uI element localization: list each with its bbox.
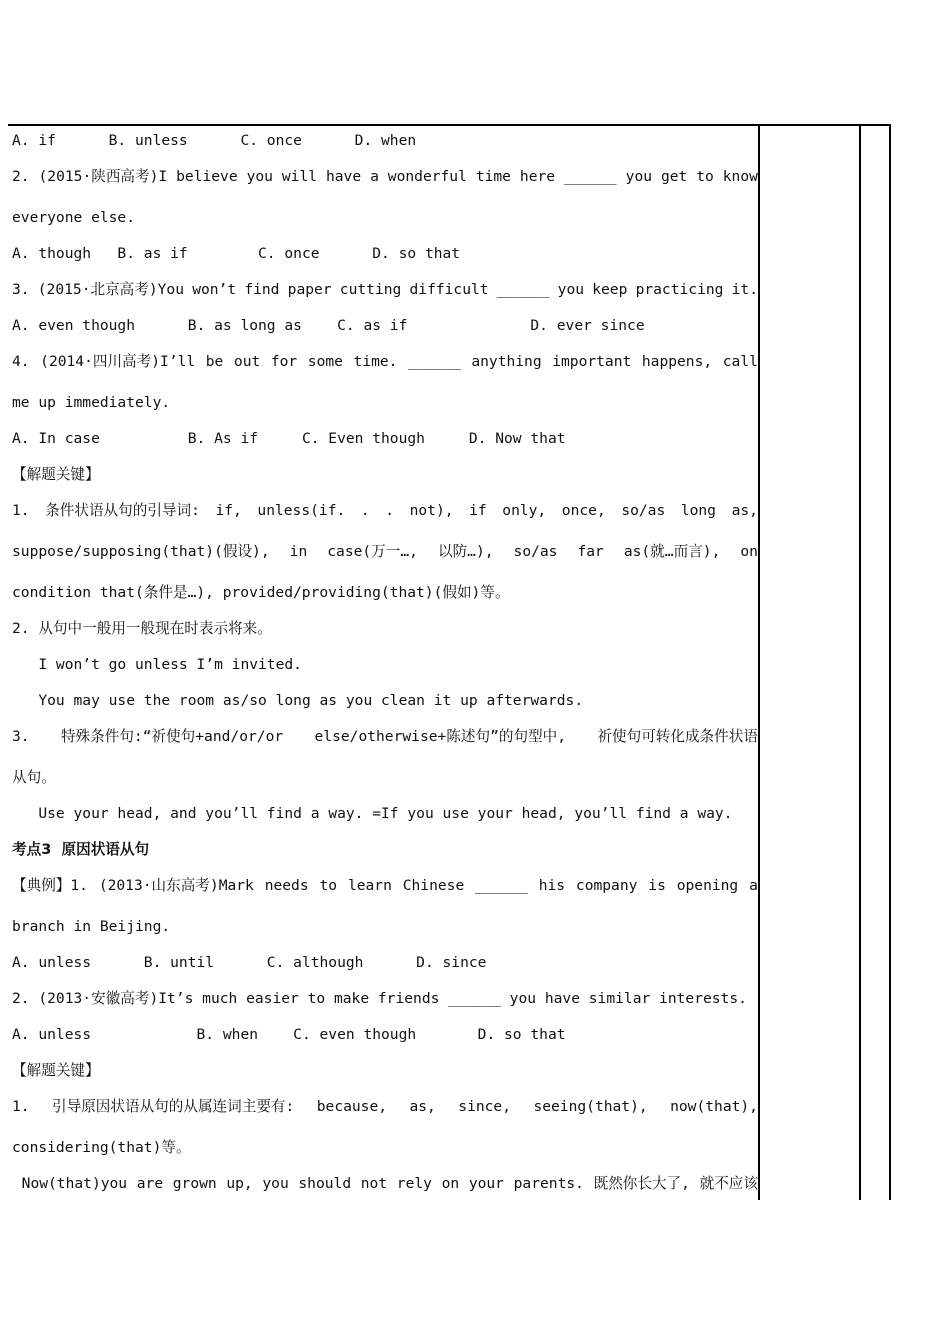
text-line: Now(that)you are grown up, you should not rely on your parents. 既然你长大了, 就不应该 (21, 1175, 758, 1192)
text-line: 从句。 (12, 769, 56, 786)
text-line: 3. (2015·北京高考)You won’t find paper cutting difficult ______ you keep practicing it. (12, 281, 758, 298)
text-line: 2. (2013·安徽高考)It’s much easier to make friends ______ you have similar interests. (12, 990, 747, 1007)
text-line: A. In case B. As if C. Even though D. Now that (12, 430, 566, 447)
text-line: A. unless B. when C. even though D. so that (12, 1026, 566, 1043)
text-line: everyone else. (12, 209, 136, 226)
text-line: suppose/supposing(that)(假设), in case(万一…, 以防…), so/as far as(就…而言), on (12, 543, 758, 560)
text-line: You may use the room as/so long as you clean it up afterwards. (12, 692, 584, 709)
column-divider-2 (859, 124, 861, 1200)
text-line: 1. 条件状语从句的引导词: if, unless(if. . . not), if only, once, so/as long as, (12, 502, 758, 519)
text-line: Use your head, and you’ll find a way. =If you use your head, you’ll find a way. (12, 805, 733, 822)
text-line: considering(that)等。 (12, 1139, 191, 1156)
text-line: branch in Beijing. (12, 918, 171, 935)
text-line: A. unless B. until C. although D. since (12, 954, 487, 971)
text-line: 3. 特殊条件句:“祈使句+and/or/or else/otherwise+陈述句”的句型中, 祈使句可转化成条件状语 (12, 728, 758, 745)
document-body (12, 128, 758, 1207)
text-line: A. if B. unless C. once D. when (12, 132, 417, 149)
text-line: me up immediately. (12, 394, 171, 411)
text-line: 【解题关键】 (12, 466, 100, 483)
text-line: 考点3 原因状语从句 (12, 841, 150, 858)
text-line: 2. 从句中一般用一般现在时表示将来。 (12, 620, 272, 637)
text-line: 1. 引导原因状语从句的从属连词主要有: because, as, since, seeing(that), now(that), (12, 1098, 758, 1115)
text-line: 【典例】1. (2013·山东高考)Mark needs to learn Chinese ______ his company is opening a (12, 877, 758, 894)
text-line: I won’t go unless I’m invited. (12, 656, 302, 673)
column-divider-1 (758, 124, 760, 1200)
text-line: 4. (2014·四川高考)I’ll be out for some time. ______ anything important happens, call (12, 353, 758, 370)
column-divider-3 (889, 124, 891, 1200)
text-line: condition that(条件是…), provided/providing(that)(假如)等。 (12, 584, 510, 601)
text-line: A. though B. as if C. once D. so that (12, 245, 461, 262)
text-line: 【解题关键】 (12, 1062, 100, 1079)
text-line: 2. (2015·陕西高考)I believe you will have a wonderful time here ______ you get to know (12, 168, 758, 185)
text-line: A. even though B. as long as C. as if D. ever since (12, 317, 645, 334)
